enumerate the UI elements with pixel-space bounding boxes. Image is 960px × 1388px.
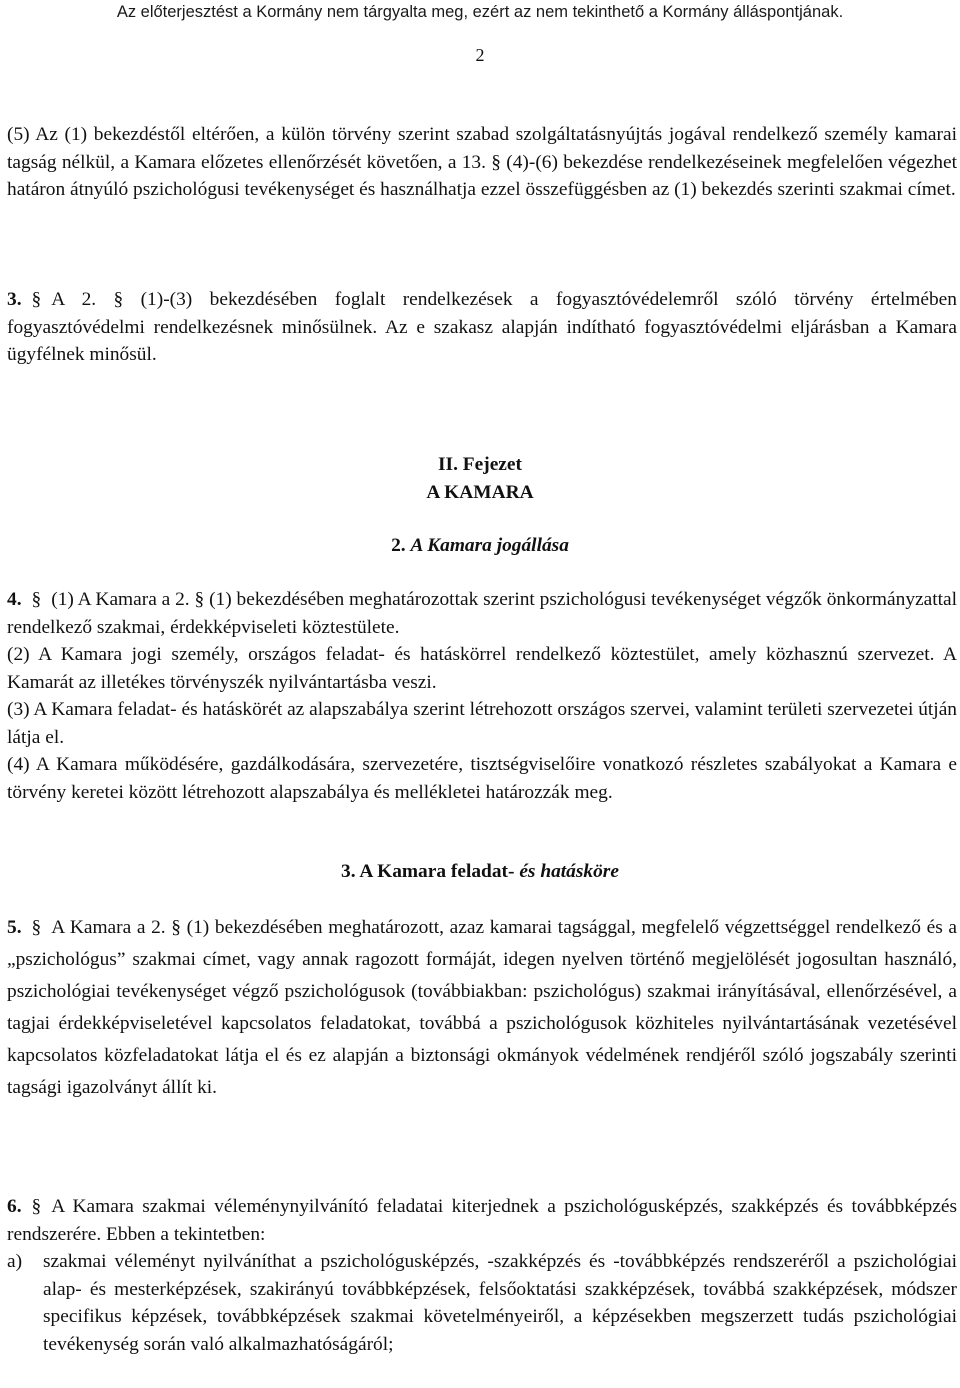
subtitle-text-italic: és hatásköre	[519, 861, 619, 882]
section-4-p2: (2) A Kamara jogi személy, országos feladat- és hatáskörrel rendelkező köztestület, amely közhasznú szervezet. A Kamarát az illetékes törvényszék nyilvántartásba veszi.	[7, 644, 957, 693]
section-4-p1	[7, 586, 957, 641]
section-number: 4.	[7, 589, 22, 610]
section-6	[7, 1193, 957, 1358]
section-sign: §	[31, 1196, 42, 1217]
section-number: 3.	[7, 289, 22, 310]
subtitle-text: A Kamara feladat-	[359, 861, 515, 882]
section-6-intro	[7, 1193, 957, 1248]
section-number: 6.	[7, 1196, 22, 1217]
subtitle-number: 3.	[341, 861, 356, 882]
section-4-p4: (4) A Kamara működésére, gazdálkodására, szervezetére, tisztségviselőire vonatkozó részletes szabályokat a Kamara e törvény keretei között létrehozott alapszabálya és mellékletei határozzák meg.	[7, 754, 957, 803]
page-header-notice: Az előterjesztést a Kormány nem tárgyalta meg, ezért az nem tekinthető a Kormány álláspontjának.	[116, 3, 844, 21]
section-text: A Kamara szakmai véleménynyilvánító feladatai kiterjednek a pszichológusképzés, szakképzés és továbbképzés rendszerére. Ebben a tekintetben:	[7, 1196, 957, 1245]
list-item-a	[7, 1248, 957, 1358]
section-4-p3: (3) A Kamara feladat- és hatáskörét az alapszabálya szerint létrehozott országos szervei, valamint területi szervezetei útján látja el.	[7, 699, 957, 748]
subtitle-3	[0, 858, 960, 886]
section-text: A Kamara a 2. § (1) bekezdésében meghatározott, azaz kamarai tagsággal, megfelelő végzettséggel rendelkező és a „pszichológus” szakmai címet, vagy annak ragozott formáját, idegen nyelven történő megjelölését jogosultan használó, pszichológiai tevékenységet végző pszichológusok (továbbiakban: pszichológus) szakmai irányításával, ellenőrzésével, a tagjai érdekképviseletével kapcsolatos feladatokat, továbbá a pszichológusok közhiteles nyilvántartásának vezetésével kapcsolatos közfeladatokat látja el és ez alapján a biztonsági okmányok védelmének rendjéről szóló jogszabály szerinti tagsági igazolványt állít ki.	[7, 917, 957, 1098]
section-text: A 2. § (1)-(3) bekezdésében foglalt rendelkezések a fogyasztóvédelemről szóló törvény értelmében fogyasztóvédelmi rendelkezésnek minősülnek. Az e szakasz alapján indítható fogyasztóvédelmi eljárásban a Kamara ügyfélnek minősül.	[7, 289, 957, 365]
section-3	[7, 286, 957, 369]
paragraph-5: (5) Az (1) bekezdéstől eltérően, a külön törvény szerint szabad szolgáltatásnyújtás jogával rendelkező személy kamarai tagság nélkül, a Kamara előzetes ellenőrzését követően, a 13. § (4)-(6) bekezdése rendelkezéseinek megfelelően végezhet határon átnyúló pszichológusi tevékenységet és használhatja ezzel összefüggésben az (1) bekezdés szerinti szakmai címet.	[7, 124, 957, 200]
section-5	[7, 912, 957, 1104]
chapter-number: II. Fejezet	[438, 454, 522, 475]
page-number: 2	[475, 45, 485, 65]
section-4	[7, 586, 957, 806]
chapter-title: A KAMARA	[426, 482, 534, 503]
section-sign: §	[31, 917, 42, 938]
subtitle-text: A Kamara jogállása	[410, 535, 569, 556]
list-item-label: a)	[7, 1251, 23, 1272]
list-item-text: szakmai véleményt nyilváníthat a pszichológusképzés, -szakképzés és -továbbképzés rendszeréről a pszichológiai alap- és mesterképzések, szakirányú továbbképzések, felsőoktatási szakképzések, továbbá szakképzések, módszer specifikus képzések, továbbképzések szakmai követelményeiről, a képzésekben megszerzett tudás pszichológiai tevékenység során való alkalmazhatóságáról;	[43, 1251, 957, 1355]
section-text: (1) A Kamara a 2. § (1) bekezdésében meghatározottak szerint pszichológusi tevékenységet végzők önkormányzattal rendelkező szakmai, érdekképviseleti köztestülete.	[7, 589, 957, 638]
section-sign: §	[31, 589, 42, 610]
section-sign: §	[31, 289, 42, 310]
subtitle-2	[0, 532, 960, 560]
subtitle-number: 2.	[391, 535, 406, 556]
section-number: 5.	[7, 917, 22, 938]
